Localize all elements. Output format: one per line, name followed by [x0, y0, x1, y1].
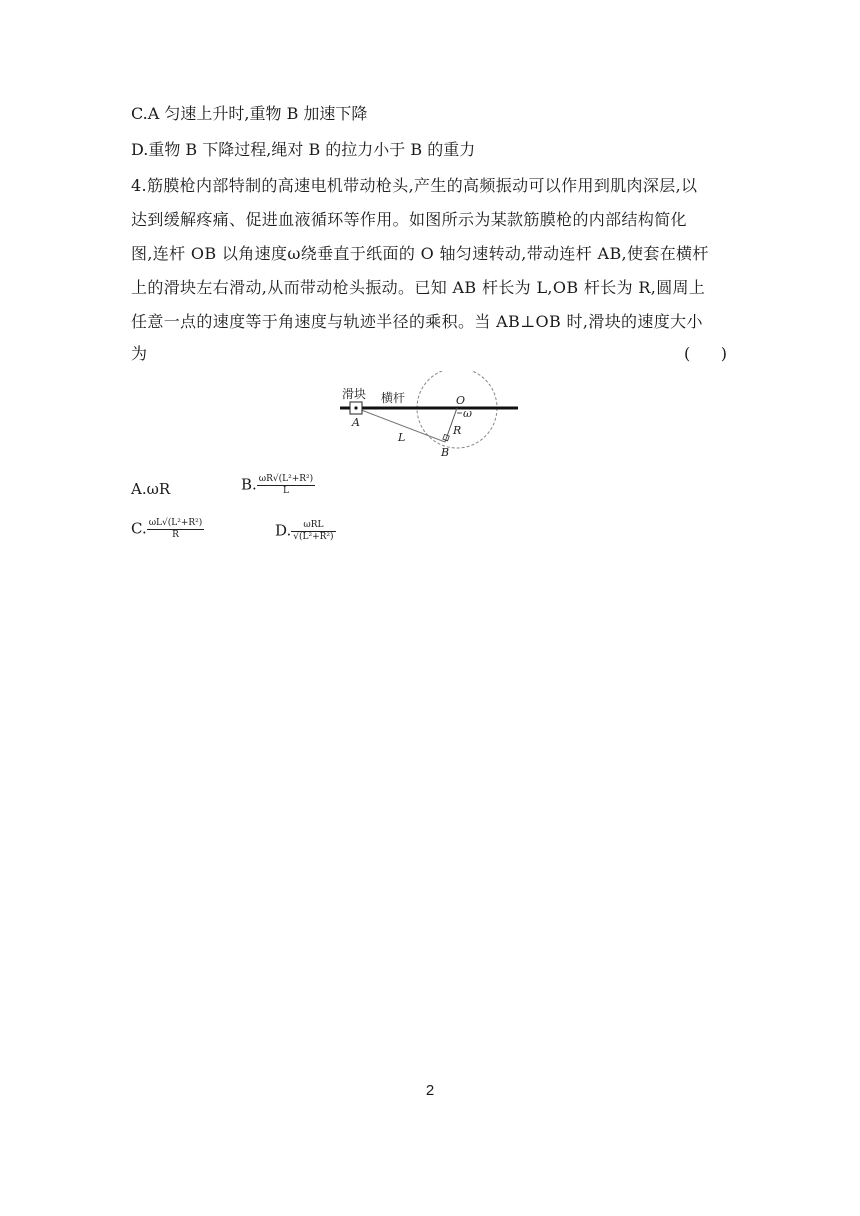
- label-a: A: [352, 416, 360, 429]
- option-4c-fraction: [147, 518, 205, 541]
- option-4c-label: C.: [131, 519, 147, 538]
- mechanism-figure: [334, 371, 526, 463]
- label-o: O: [456, 394, 466, 407]
- page-number: 2: [425, 1082, 435, 1099]
- label-omega: ω: [463, 407, 472, 420]
- question-4-line-1: 4.筋膜枪内部特制的高速电机带动枪头,产生的高频振动可以作用到肌肉深层,以: [131, 176, 698, 195]
- question-4-line-5: 任意一点的速度等于角速度与轨迹半径的乘积。当 AB⊥OB 时,滑块的速度大小: [131, 312, 703, 331]
- option-4d-label: D.: [275, 521, 292, 540]
- label-r: R: [453, 424, 462, 437]
- option-4d-fraction: [291, 520, 335, 543]
- option-3c: C.A 匀速上升时,重物 B 加速下降: [131, 104, 368, 123]
- label-l: L: [398, 431, 406, 444]
- option-4c-numerator: ωL√(L²+R²): [148, 518, 203, 528]
- option-4b-label: B.: [241, 475, 257, 494]
- option-4d-denominator: √(L²+R²): [293, 532, 334, 542]
- option-4c: [131, 518, 204, 541]
- answer-bracket: ( ): [684, 344, 727, 363]
- option-4b-fraction: [257, 474, 315, 497]
- label-b: B: [441, 446, 450, 459]
- option-4b-denominator: L: [283, 486, 289, 496]
- question-4-line-2: 达到缓解疼痛、促进血液循环等作用。如图所示为某款筋膜枪的内部结构简化: [131, 210, 687, 229]
- option-4d-numerator: ωRL: [291, 520, 335, 532]
- option-4b-numerator: ωR√(L²+R²): [258, 474, 314, 484]
- question-4-line-4: 上的滑块左右滑动,从而带动枪头振动。已知 AB 杆长为 L,OB 杆长为 R,圆周上: [131, 278, 706, 297]
- option-4a: A.ωR: [131, 480, 171, 498]
- label-slider: 滑块: [342, 387, 367, 401]
- option-4d: [275, 520, 336, 543]
- question-4-line-3: 图,连杆 OB 以角速度ω绕垂直于纸面的 O 轴匀速转动,带动连杆 AB,使套在横杆: [131, 244, 709, 263]
- option-3d: D.重物 B 下降过程,绳对 B 的拉力小于 B 的重力: [131, 140, 476, 159]
- option-4b: [241, 474, 315, 497]
- option-4c-denominator: R: [172, 530, 179, 540]
- label-rod: 横杆: [381, 391, 406, 405]
- question-4-line-6: 为: [131, 344, 148, 363]
- slider-pivot: [354, 406, 357, 409]
